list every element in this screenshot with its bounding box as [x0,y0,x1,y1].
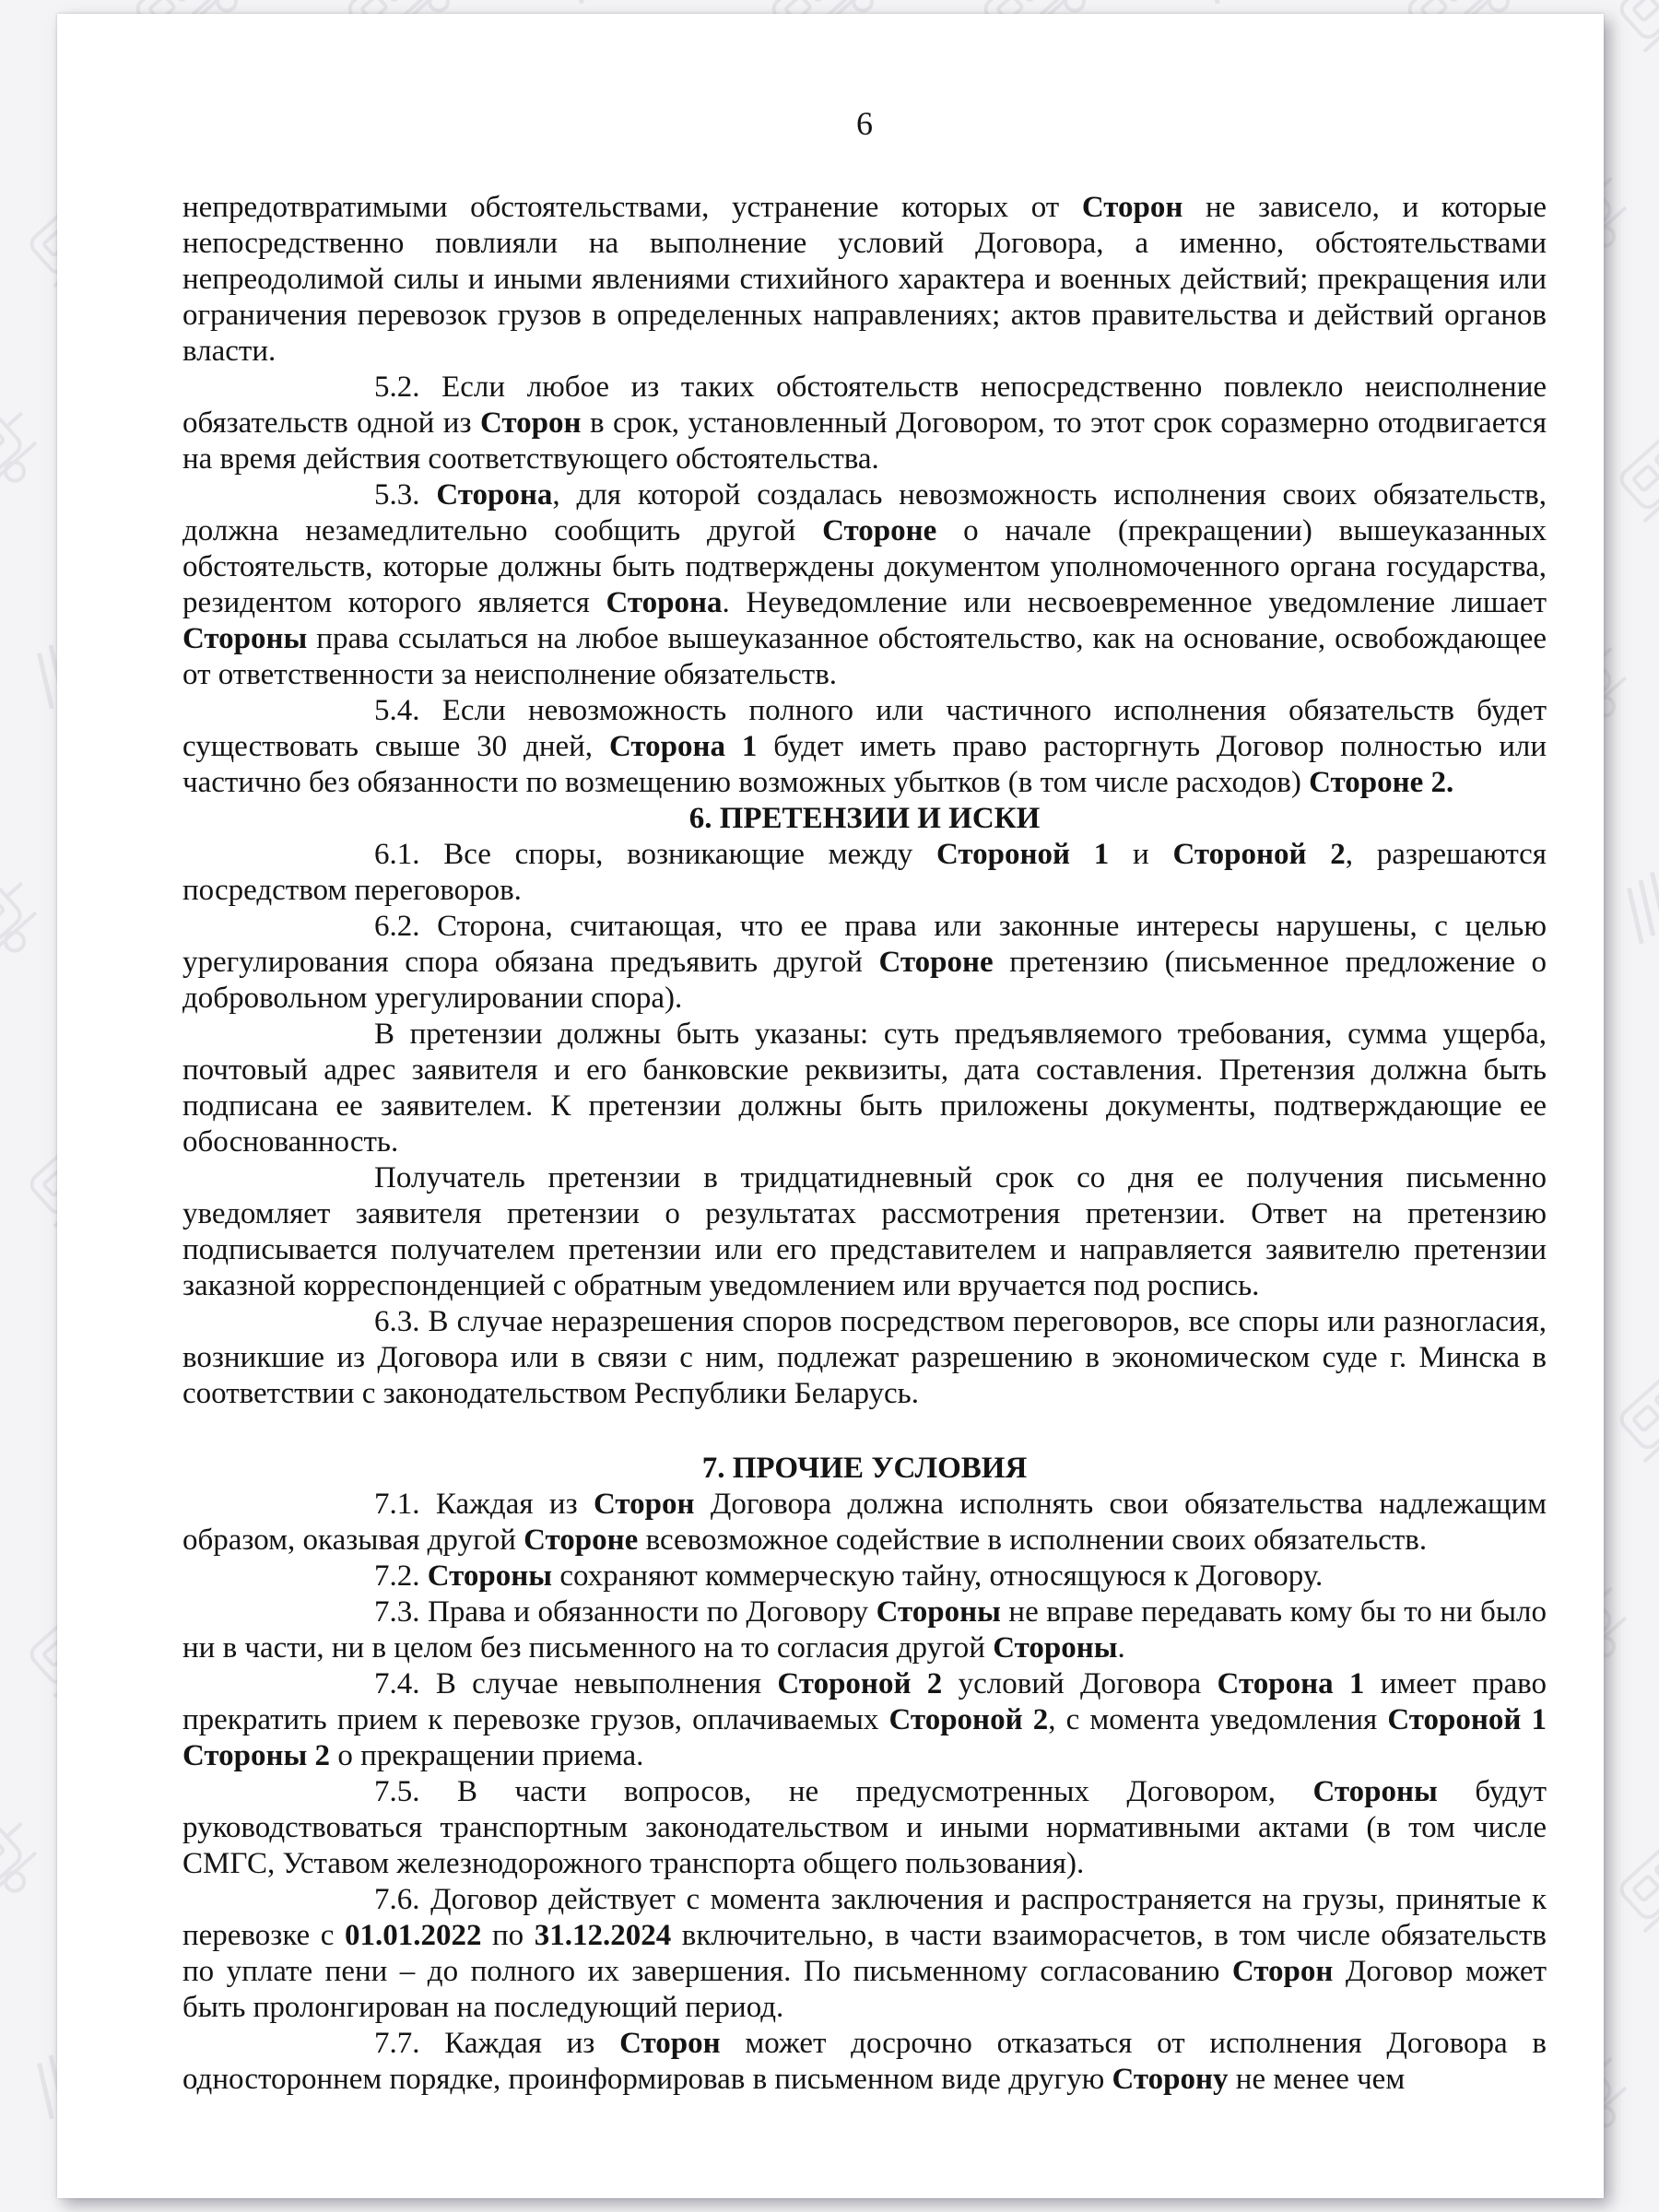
text-segment: 7.6. Договор действует с момента заключения и распространяется на грузы, принятые к перевозке с [182,1883,1547,1952]
bold-text-segment: Сторон [593,1488,695,1521]
bold-text-segment: 01.01.2022 [344,1919,482,1952]
section-heading [182,1451,1547,1487]
bold-text-segment: Стороной 1 [936,838,1110,871]
text-segment: 5.3. [374,478,437,512]
text-segment: 7.2. [374,1559,428,1593]
bold-text-segment: Стороной 2 [777,1667,943,1700]
paragraph [182,1304,1547,1412]
text-segment: будут руководствоваться транспортным законодательством и иными нормативными актами (в том числе СМГС, Уставом железнодорожного транспорта общего пользования). [182,1775,1547,1880]
bold-text-segment: Стороне [878,946,994,979]
bold-text-segment: Сторона [606,586,723,619]
paragraph [182,370,1547,477]
paragraph [182,693,1547,801]
text-segment: 7. ПРОЧИЕ УСЛОВИЯ [701,1452,1028,1485]
text-segment: включительно, в части взаиморасчетов, в том числе обязательств по уплате пени – до полного их завершения. По письменному согласованию [182,1919,1547,1988]
text-segment: 7.7. Каждая из [374,2027,620,2060]
bold-text-segment: Сторон [1081,191,1183,224]
document-page [57,14,1604,2198]
bold-text-segment: Стороны [182,622,308,655]
text-segment: 7.4. В случае невыполнения [374,1667,778,1700]
paragraph [182,1487,1547,1559]
paragraph [182,1666,1547,1774]
bold-text-segment: Стороны [427,1559,553,1593]
paragraph [182,190,1547,370]
text-segment: будет иметь право расторгнуть Договор полностью или частично без обязанности по возмещению возможных убытков (в том числе расходов) [182,730,1547,799]
text-segment: не вправе передавать кому бы то ни было ни в части, ни в целом без письменного на то согласия другой [182,1595,1547,1665]
text-segment: 6. ПРЕТЕНЗИИ И ИСКИ [688,802,1041,835]
bold-text-segment: Стороной 2 [1172,838,1346,871]
contract-text [182,190,1547,2098]
paragraph [182,1160,1547,1304]
text-segment: в срок, установленный Договором, то этот срок соразмерно отодвигается на время действия соответствующего обстоятельства. [182,406,1547,476]
text-segment: всевозможное содействие в исполнении своих обязательств. [638,1524,1428,1557]
text-segment: , разрешаются посредством переговоров. [182,838,1547,907]
text-segment: , для которой создалась невозможность исполнения своих обязательств, должна незамедлительно сообщить другой [182,478,1547,547]
bold-text-segment: Сторона [436,478,553,512]
bold-text-segment: Стороне [822,514,937,547]
text-segment: не зависело, и которые непосредственно повлияли на выполнение условий Договора, а именно, обстоятельствами непреодолимой силы и иными явлениями стихийного характера и военных действий; прекращения или ограничения перевозок грузов в определенных направлениях; актов правительства и действий органов власти. [182,191,1547,368]
text-segment: 6.1. Все споры, возникающие между [374,838,936,871]
text-segment: претензию (письменное предложение о добровольном урегулировании спора). [182,946,1547,1015]
bold-text-segment: Сторону [1112,2063,1229,2096]
bold-text-segment: Стороне 2. [1309,766,1454,799]
text-segment: может досрочно отказаться от исполнения Договора в одностороннем порядке, проинформировав в письменном виде другую [182,2027,1547,2096]
paragraph [182,837,1547,909]
text-segment: 7.3. Права и обязанности по Договору [374,1595,877,1629]
text-segment: 5.4. Если невозможность полного или частичного исполнения обязательств будет существовать свыше 30 дней, [182,694,1547,763]
text-segment: и [1109,838,1173,871]
bold-text-segment: Сторон [1231,1955,1334,1988]
text-segment: о прекращении приема. [330,1739,644,1772]
text-segment: В претензии должны быть указаны: суть предъявляемого требования, сумма ущерба, почтовый адрес заявителя и его банковские реквизиты, дата составления. Претензия должна быть подписана ее заявителем. К претензии должны быть приложены документы, подтверждающие ее обоснованность. [182,1018,1547,1159]
bold-text-segment: Стороной 2 [888,1703,1049,1736]
text-segment: по [481,1919,535,1952]
bold-text-segment: Стороны [1312,1775,1438,1808]
bold-text-segment: Стороне [524,1524,639,1557]
page-number: 6 [856,105,873,142]
diagonal-hatch-watermark-icon [1598,863,1659,958]
text-segment: 5.2. Если любое из таких обстоятельств непосредственно повлекло неисполнение обязательств одной из [182,371,1547,440]
paragraph [182,909,1547,1017]
text-segment: Договора должна исполнять свои обязательства надлежащим образом, оказывая другой [182,1488,1547,1557]
text-segment: 6.2. Сторона, считающая, что ее права или законные интересы нарушены, с целью урегулирования спора обязана предъявить другой [182,910,1547,979]
text-segment: непредотвратимыми обстоятельствами, устранение которых от [182,191,1082,224]
text-segment: условий Договора [942,1667,1218,1700]
text-segment: . [1117,1631,1125,1665]
bold-text-segment: Стороной 1 Стороны 2 [182,1703,1547,1772]
bold-text-segment: Стороны [993,1631,1118,1665]
paragraph [182,1017,1547,1160]
text-segment: о начале (прекращении) вышеуказанных обстоятельств, которые должны быть подтверждены документом уполномоченного органа государства, резидентом которого является [182,514,1547,619]
bold-text-segment: Сторон [479,406,582,440]
text-segment: 7.1. Каждая из [374,1488,594,1521]
text-segment: сохраняют коммерческую тайну, относящуюся к Договору. [552,1559,1324,1593]
paragraph [182,2026,1547,2098]
text-segment: , с момента уведомления [1048,1703,1388,1736]
text-segment: Договор может быть пролонгирован на последующий период. [182,1955,1547,2024]
bold-text-segment: Стороны [876,1595,1001,1629]
paragraph [182,1774,1547,1882]
text-segment: имеет право прекратить прием к перевозке грузов, оплачиваемых [182,1667,1547,1736]
text-segment: права ссылаться на любое вышеуказанное обстоятельство, как на основание, освобождающее от ответственности за неисполнение обязательств. [182,622,1547,691]
bold-text-segment: Сторона 1 [608,730,758,763]
paragraph [182,1559,1547,1594]
section-heading [182,801,1547,837]
bold-text-segment: Сторона 1 [1217,1667,1365,1700]
text-segment: Получатель претензии в тридцатидневный срок со дня ее получения письменно уведомляет заявителя претензии о результатах рассмотрения претензии. Ответ на претензию подписывается получателем претензии или его представителем и направляется заявителю претензии заказной корреспонденцией с обратным уведомлением или вручается под роспись. [182,1161,1547,1302]
paragraph [182,1882,1547,2026]
text-segment: . Неуведомление или несвоевременное уведомление лишает [722,586,1547,619]
paragraph [182,477,1547,693]
paragraph [182,1594,1547,1666]
text-segment: 6.3. В случае неразрешения споров посредством переговоров, все споры или разногласия, возникшие из Договора или в связи с ним, подлежат разрешению в экономическом суде г. Минска в соответствии с законодательством Республики Беларусь. [182,1305,1547,1410]
text-segment: не менее чем [1228,2063,1406,2096]
bold-text-segment: Сторон [619,2027,721,2060]
text-segment: 7.5. В части вопросов, не предусмотренных Договором, [374,1775,1313,1808]
bold-text-segment: 31.12.2024 [534,1919,672,1952]
